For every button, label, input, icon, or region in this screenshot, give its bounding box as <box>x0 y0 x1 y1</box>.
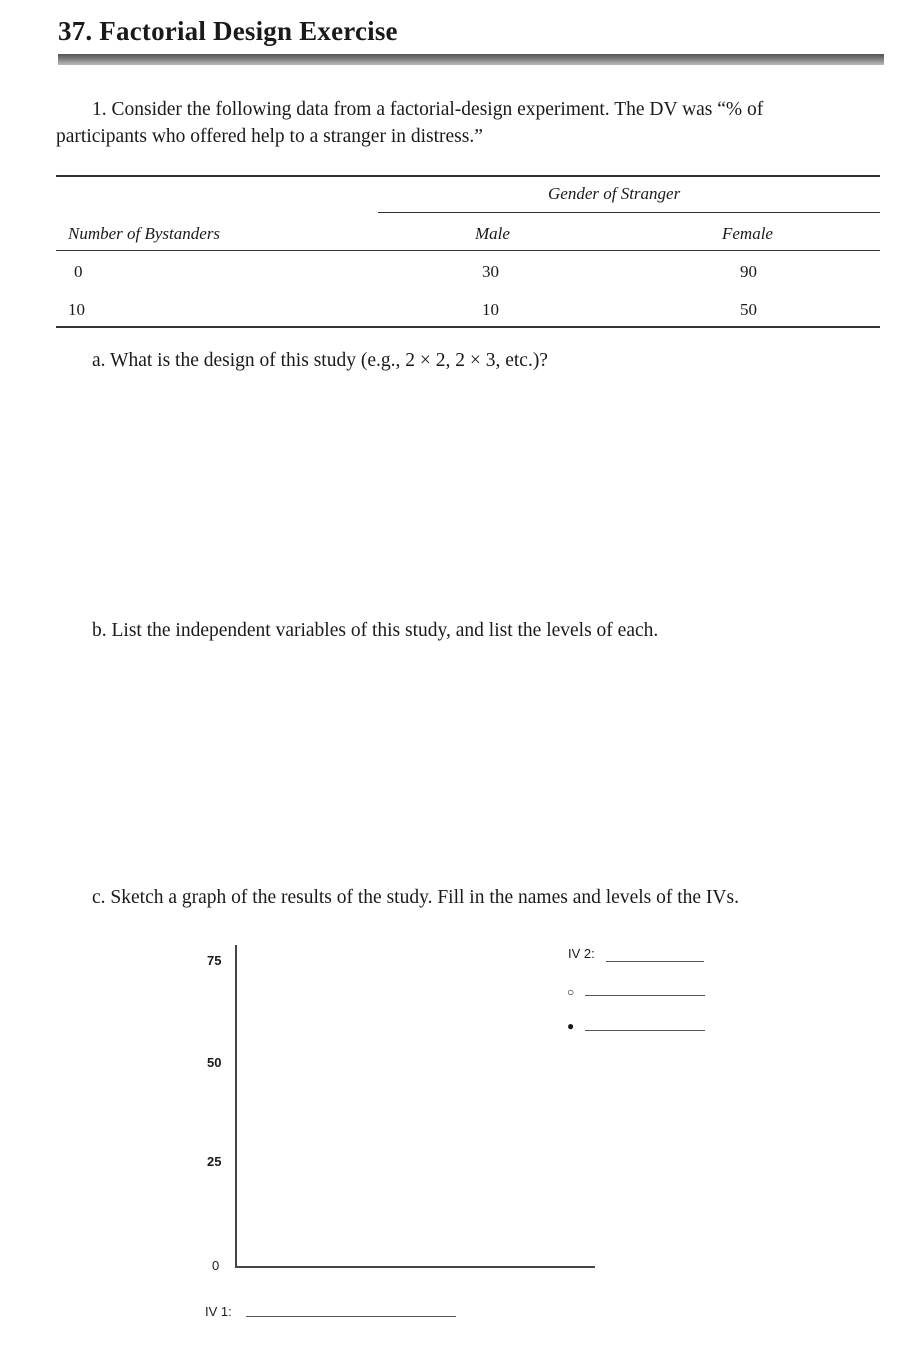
question-a: a. What is the design of this study (e.g., 2 × 2, 2 × 3, etc.)? <box>92 350 548 371</box>
y-axis <box>235 945 237 1267</box>
table-top-rule <box>56 175 880 177</box>
legend-title-blank[interactable] <box>606 961 704 962</box>
intro-paragraph <box>56 96 882 150</box>
column-header-female: Female <box>722 224 773 243</box>
legend-level-2-blank[interactable] <box>585 1030 705 1031</box>
header-bottom-rule <box>56 250 880 251</box>
group-header-rule <box>378 212 880 213</box>
x-axis-label-blank[interactable] <box>246 1316 456 1317</box>
table-cell: 30 <box>482 262 499 281</box>
table-cell: 90 <box>740 262 757 281</box>
x-axis <box>235 1266 595 1268</box>
intro-line-2: participants who offered help to a stranger in distress.” <box>56 126 483 147</box>
column-header-male: Male <box>475 224 510 243</box>
x-axis-label: IV 1: <box>205 1304 232 1319</box>
open-circle-icon: ○ <box>567 985 575 999</box>
title-rule <box>58 54 884 65</box>
page-title: 37. Factorial Design Exercise <box>58 16 398 46</box>
table-cell: 50 <box>740 300 757 319</box>
y-tick-label: 0 <box>212 1258 220 1273</box>
table-cell: 10 <box>482 300 499 319</box>
legend-level-1-blank[interactable] <box>585 995 705 996</box>
question-c: c. Sketch a graph of the results of the study. Fill in the names and levels of the IVs. <box>92 887 739 908</box>
y-tick-label: 25 <box>207 1154 222 1169</box>
intro-line-1: 1. Consider the following data from a factorial-design experiment. The DV was “% of <box>92 99 764 120</box>
group-header: Gender of Stranger <box>548 184 681 203</box>
row-label: 0 <box>74 262 83 281</box>
table-bottom-rule <box>56 326 880 328</box>
legend-title: IV 2: <box>568 946 595 961</box>
row-header: Number of Bystanders <box>68 224 221 243</box>
y-tick-label: 75 <box>207 953 222 968</box>
question-b: b. List the independent variables of this study, and list the levels of each. <box>92 620 659 641</box>
y-tick-label: 50 <box>207 1055 222 1070</box>
row-label: 10 <box>68 300 85 319</box>
filled-circle-icon: ● <box>567 1019 575 1033</box>
